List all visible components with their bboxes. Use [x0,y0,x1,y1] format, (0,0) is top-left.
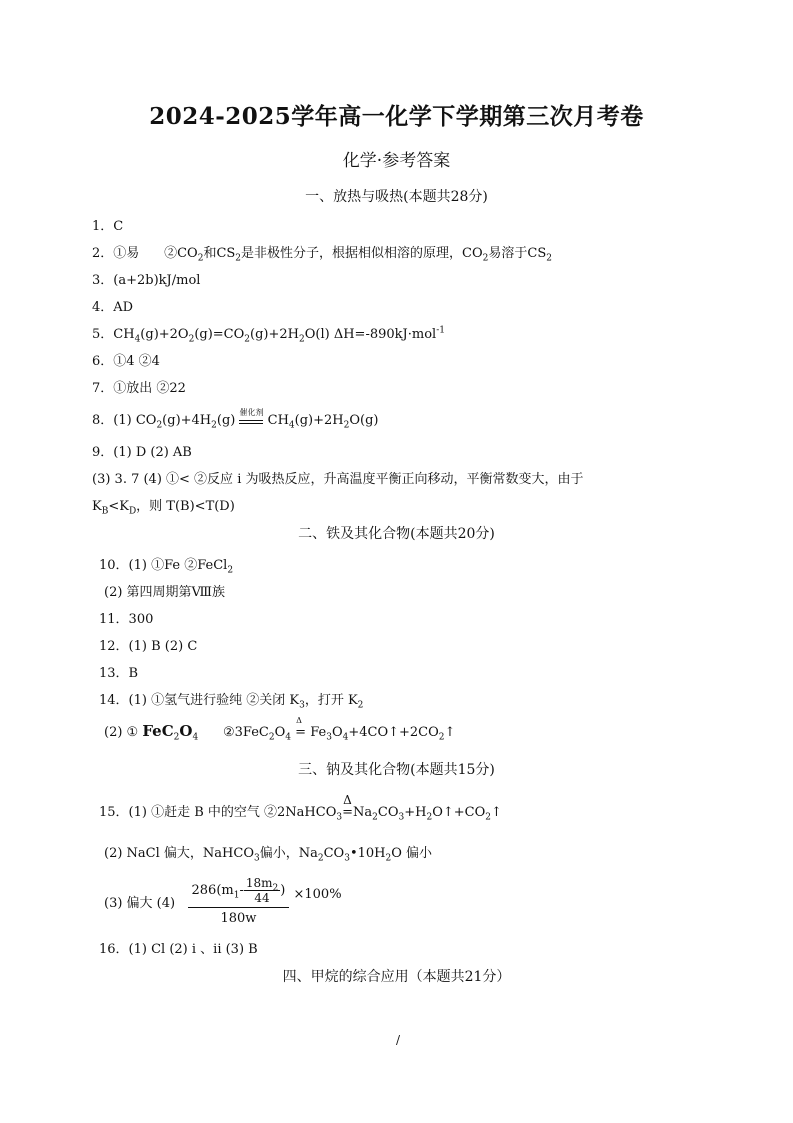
mass-fraction-formula: $286(m_1-$ $\frac{18m_2}{44}$ ) 180w [188,876,290,926]
answer-12: 12．(1) B (2) C [99,639,198,654]
answer-9-line-3: $K_B<K_D$，则 T(B)<T(D) [92,499,235,517]
page-footer-mark: / [396,1033,401,1047]
answer-4: 4．AD [92,300,134,315]
answer-3: 3．(a+2b)kJ/mol [92,273,201,288]
answer-7: 7．①放出 ②22 [92,381,186,396]
answer-16: 16．(1) Cl (2) i 、ii (3) B [99,942,258,957]
page-title: 2024-2025学年高一化学下学期第三次月考卷 [149,103,644,130]
answer-10-line-2: (2) 第四周期第Ⅷ族 [104,585,226,600]
section-heading-3: 三、钠及其化合物(本题共15分) [298,762,495,778]
answer-14-line-2: (2) ① $FeC_2O_4$ $②3FeC_2O_4$ Δ = $Fe_3O_4+4CO↑+2CO_2↑$ [104,716,456,743]
answer-15-line-3: (3) 偏大 (4) $286(m_1-$ $\frac{18m_2}{44}$ ) 180w ×100% [104,876,342,926]
answer-1: 1．C [92,219,124,234]
answer-15-line-2: (2) NaCl 偏大，NaHCO$_3$偏小，$Na_2CO_3•10H_2O$ 偏小 [104,846,433,864]
answer-14-line-1: 14．(1) ①氢气进行验纯 ②关闭 $K_3$，打开 $K_2$ [99,693,364,711]
answer-5: 5．$CH_4(g)+2O_2(g)=CO_2(g)+2H_2O(l)$ ΔH=-890kJ·mol$^{-1}$ [92,325,445,345]
answer-8: 8．(1) $CO_2(g)+4H_2(g)$ 催化剂 $CH_4(g)+2H_2O(g)$ [92,408,379,431]
answer-2: 2．①易 $②CO_2$和$CS_2$是非极性分子，根据相似相溶的原理，$CO_2$易溶于$CS_2$ [92,246,552,264]
section-heading-1: 一、放热与吸热(本题共28分) [305,189,488,205]
answer-9-line-2: (3) 3. 7 (4) ①< ②反应 i 为吸热反应，升高温度平衡正向移动，平衡常数变大，由于 [92,472,584,487]
answer-9-line-1: 9．(1) D (2) AB [92,445,192,460]
answer-13: 13．B [99,666,139,681]
section-heading-4: 四、甲烷的综合应用（本题共21分） [282,969,511,985]
answer-10-line-1: 10．(1) ①Fe ②FeCl$_2$ [99,558,234,576]
page-subtitle: 化学·参考答案 [342,151,451,171]
catalyst-condition: 催化剂 [239,416,263,427]
answer-11: 11．300 [99,612,154,627]
section-heading-2: 二、铁及其化合物(本题共20分) [298,526,495,542]
answer-6: 6．①4 ②4 [92,354,160,369]
answer-15-line-1: 15．(1) ①赶走 B 中的空气 ②2NaHCO$_3$ Δ $=Na_2CO_3+H_2O↑+CO_2↑$ [99,793,502,823]
